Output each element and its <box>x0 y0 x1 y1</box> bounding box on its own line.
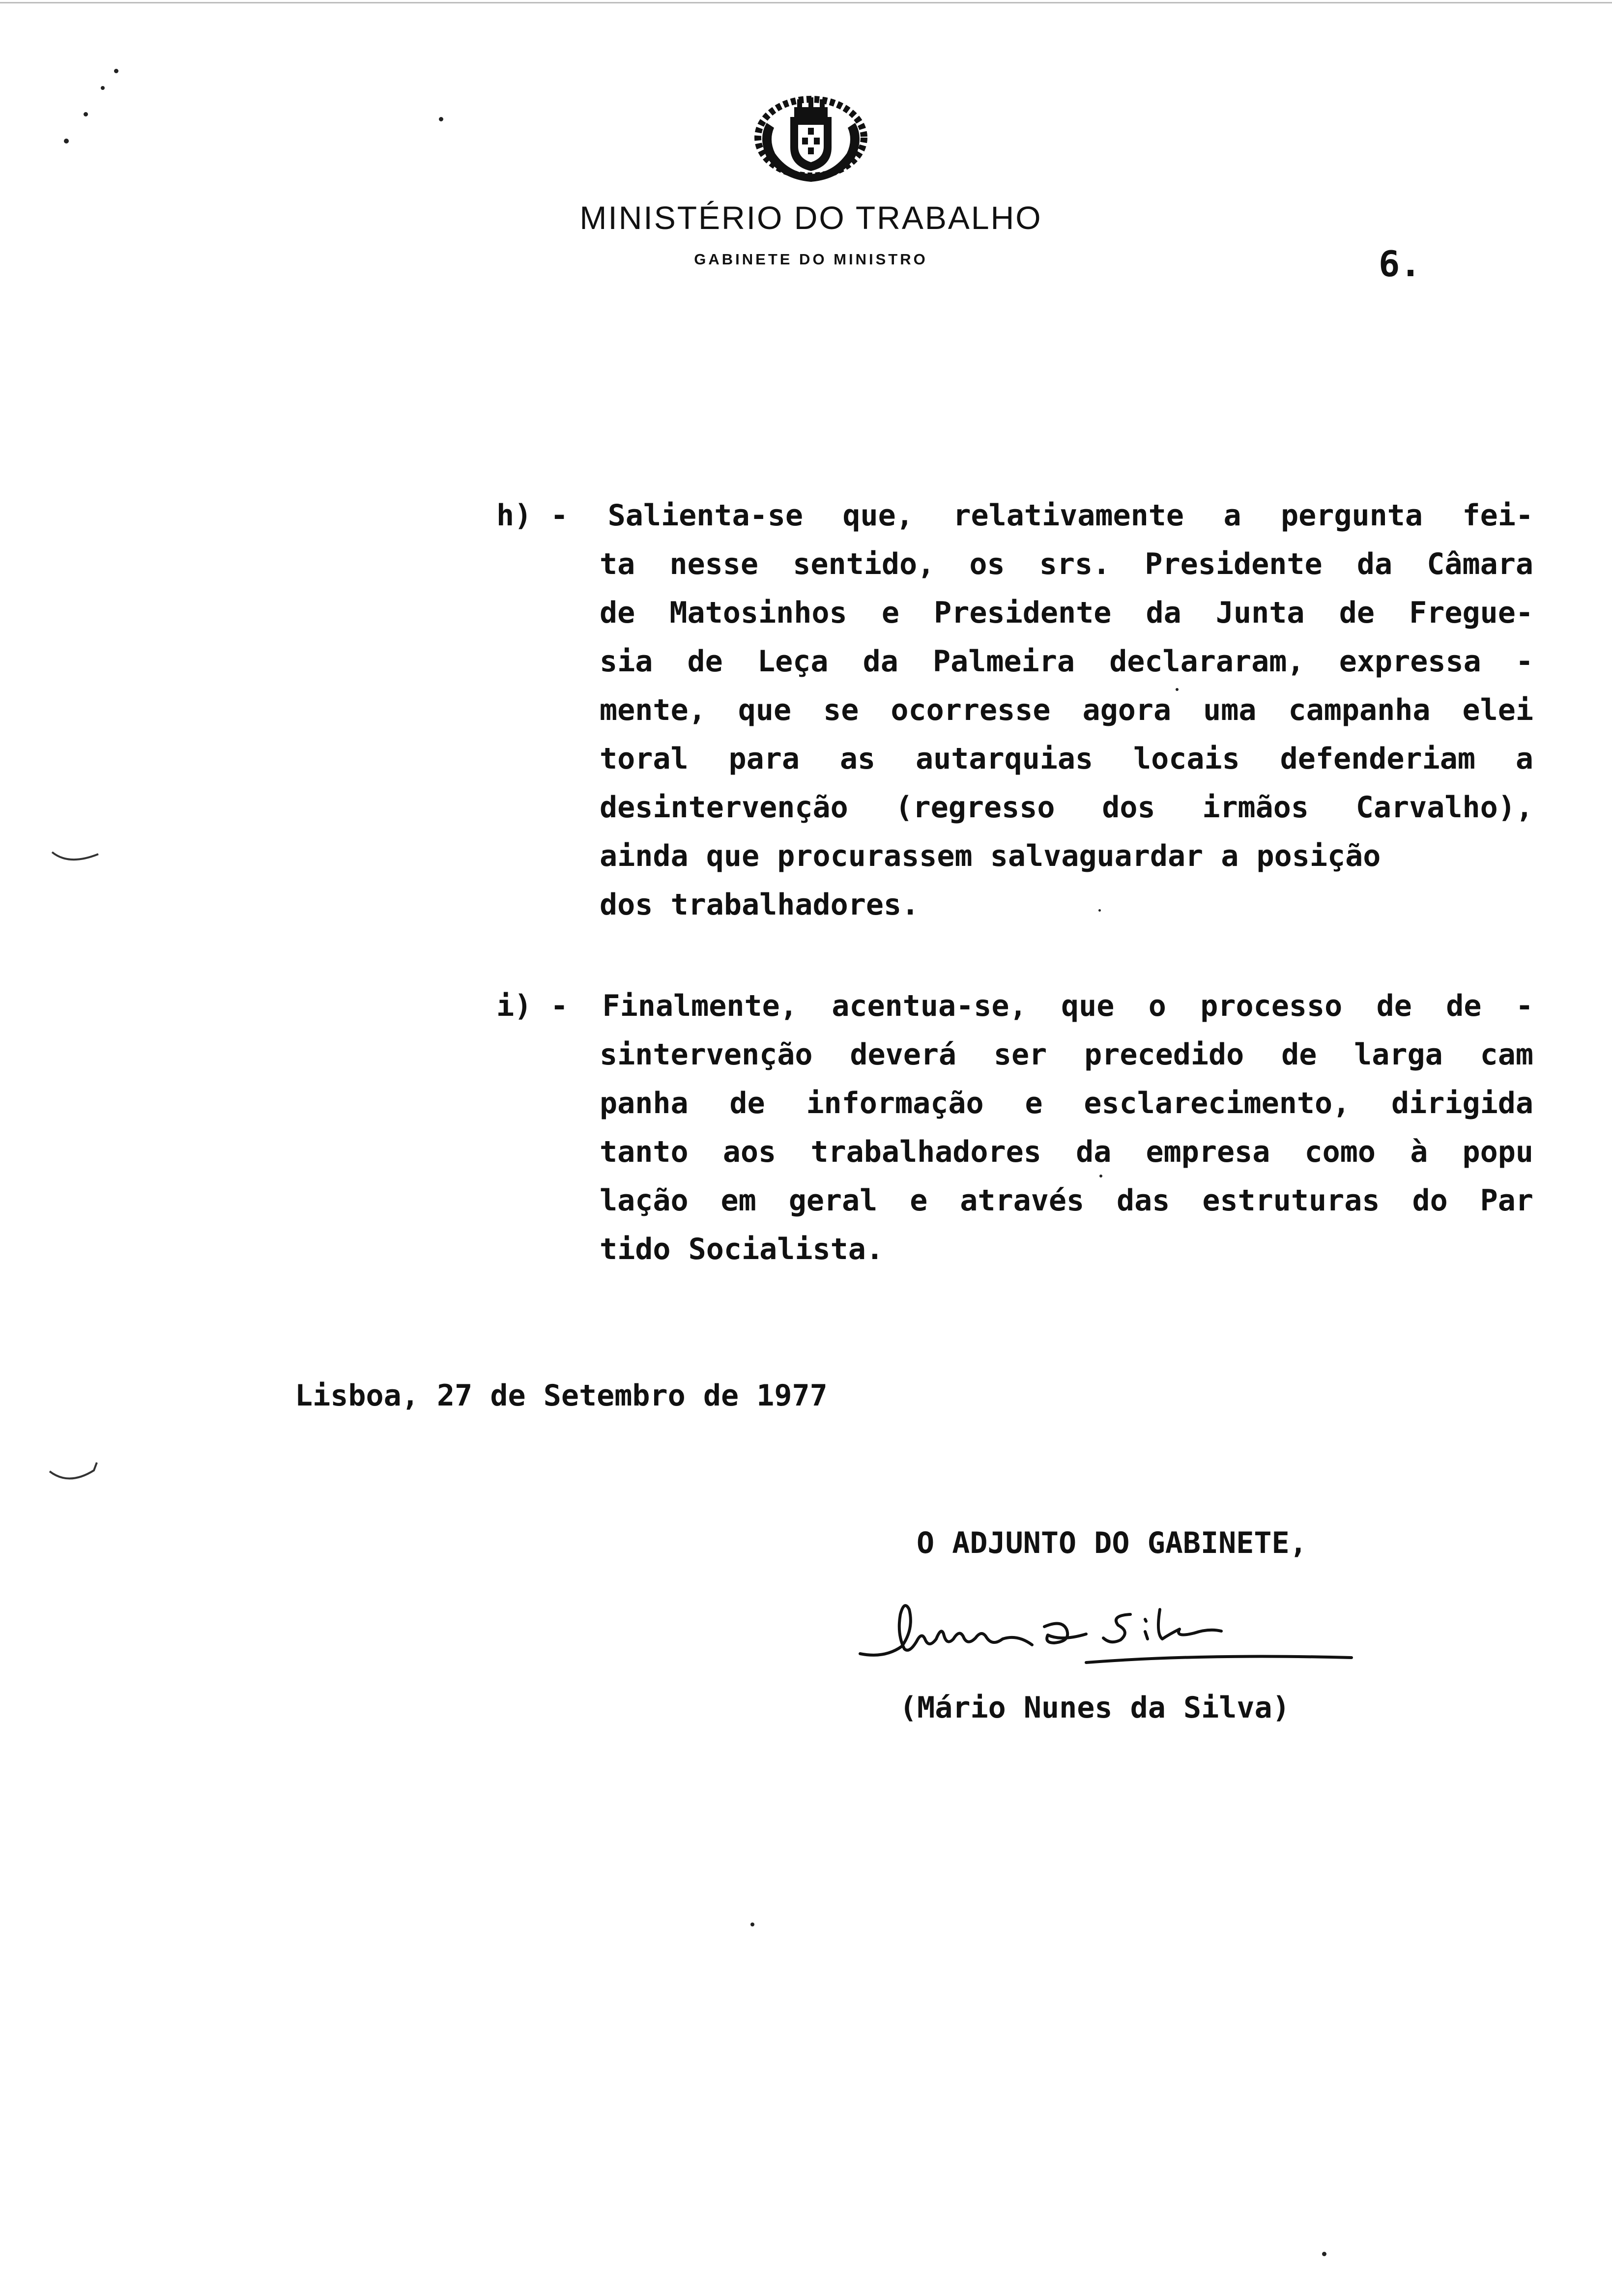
page-number: 6. <box>1379 243 1421 285</box>
text-line: - Salienta-se que, relativamente a pergunta fei- <box>550 498 1533 533</box>
scan-speck <box>101 86 105 90</box>
item-label: i) <box>496 989 532 1023</box>
scan-speck <box>750 1923 754 1926</box>
scan-top-edge <box>0 2 1612 3</box>
text-line: sintervenção deverá ser precedido de larga cam <box>600 1037 1533 1072</box>
text-line: - Finalmente, acentua-se, que o processo de de - <box>550 989 1533 1023</box>
item-label: h) <box>496 498 532 533</box>
coat-of-arms-icon <box>752 88 870 187</box>
ministry-name: MINISTÉRIO DO TRABALHO <box>579 200 1042 236</box>
scan-speck <box>1322 2252 1326 2256</box>
text-line: lação em geral e através das estruturas do Par <box>600 1183 1533 1218</box>
scan-speck <box>439 117 443 121</box>
text-line: tanto aos trabalhadores da empresa como à popu <box>600 1135 1533 1169</box>
text-line: dos trabalhadores. <box>600 888 920 922</box>
scan-speck <box>84 112 88 116</box>
item-body <box>550 491 1533 929</box>
margin-mark <box>47 1460 101 1489</box>
place-date: Lisboa, 27 de Setembro de 1977 <box>295 1378 828 1413</box>
text-line: de Matosinhos e Presidente da Junta de Fregue- <box>600 596 1533 630</box>
scan-speck <box>64 139 69 144</box>
signer-role: O ADJUNTO DO GABINETE, <box>917 1526 1307 1560</box>
item-body <box>550 982 1533 1274</box>
text-line: ta nesse sentido, os srs. Presidente da Câmara <box>600 547 1533 581</box>
text-line: desintervenção (regresso dos irmãos Carvalho), <box>600 790 1533 825</box>
office-name: GABINETE DO MINISTRO <box>694 251 928 268</box>
signer-name: (Mário Nunes da Silva) <box>899 1691 1290 1725</box>
text-line: tido Socialista. <box>600 1232 884 1266</box>
text-line: mente, que se ocorresse agora uma campanha elei <box>600 693 1533 727</box>
text-line: toral para as autarquias locais defenderiam a <box>600 742 1533 776</box>
handwritten-signature <box>855 1580 1366 1673</box>
scan-speck <box>114 69 118 73</box>
text-line: sia de Leça da Palmeira declararam, expressa - <box>600 644 1533 679</box>
text-line: ainda que procurassem salvaguardar a posição <box>600 839 1381 873</box>
text-line: panha de informação e esclarecimento, dirigida <box>600 1086 1533 1120</box>
margin-mark <box>49 845 103 870</box>
